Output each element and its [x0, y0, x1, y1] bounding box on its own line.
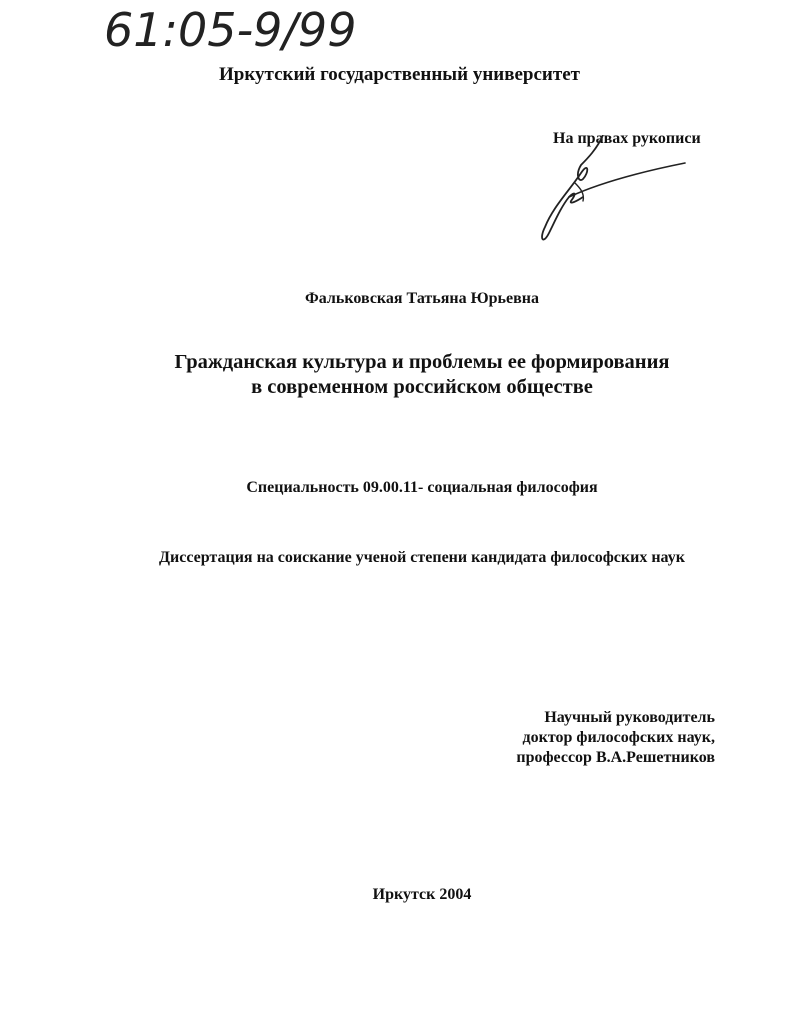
supervisor-line-1: Научный руководитель: [544, 709, 715, 726]
manuscript-note: На правах рукописи: [553, 130, 701, 147]
catalog-number-handwritten: [100, 0, 430, 56]
dissertation-title: [0, 350, 799, 400]
city-year: Иркутск 2004: [372, 886, 472, 903]
supervisor-line-2: доктор философских наук,: [522, 729, 715, 746]
university-name: Иркутский государственный университет: [219, 64, 580, 85]
title-line-2: в современном российском обществе: [251, 376, 593, 398]
dissertation-degree: Диссертация на соискание ученой степени кандидата философских наук: [159, 549, 685, 566]
title-line-1: Гражданская культура и проблемы ее формирования: [174, 351, 670, 373]
catalog-number-text: 61:05-9/99: [104, 3, 357, 56]
supervisor-line-3: профессор В.А.Решетников: [516, 749, 715, 766]
specialty: Специальность 09.00.11- социальная философия: [246, 479, 598, 496]
supervisor-block: [516, 708, 715, 768]
signature-icon: [535, 135, 695, 245]
author-name: Фальковская Татьяна Юрьевна: [305, 290, 539, 307]
